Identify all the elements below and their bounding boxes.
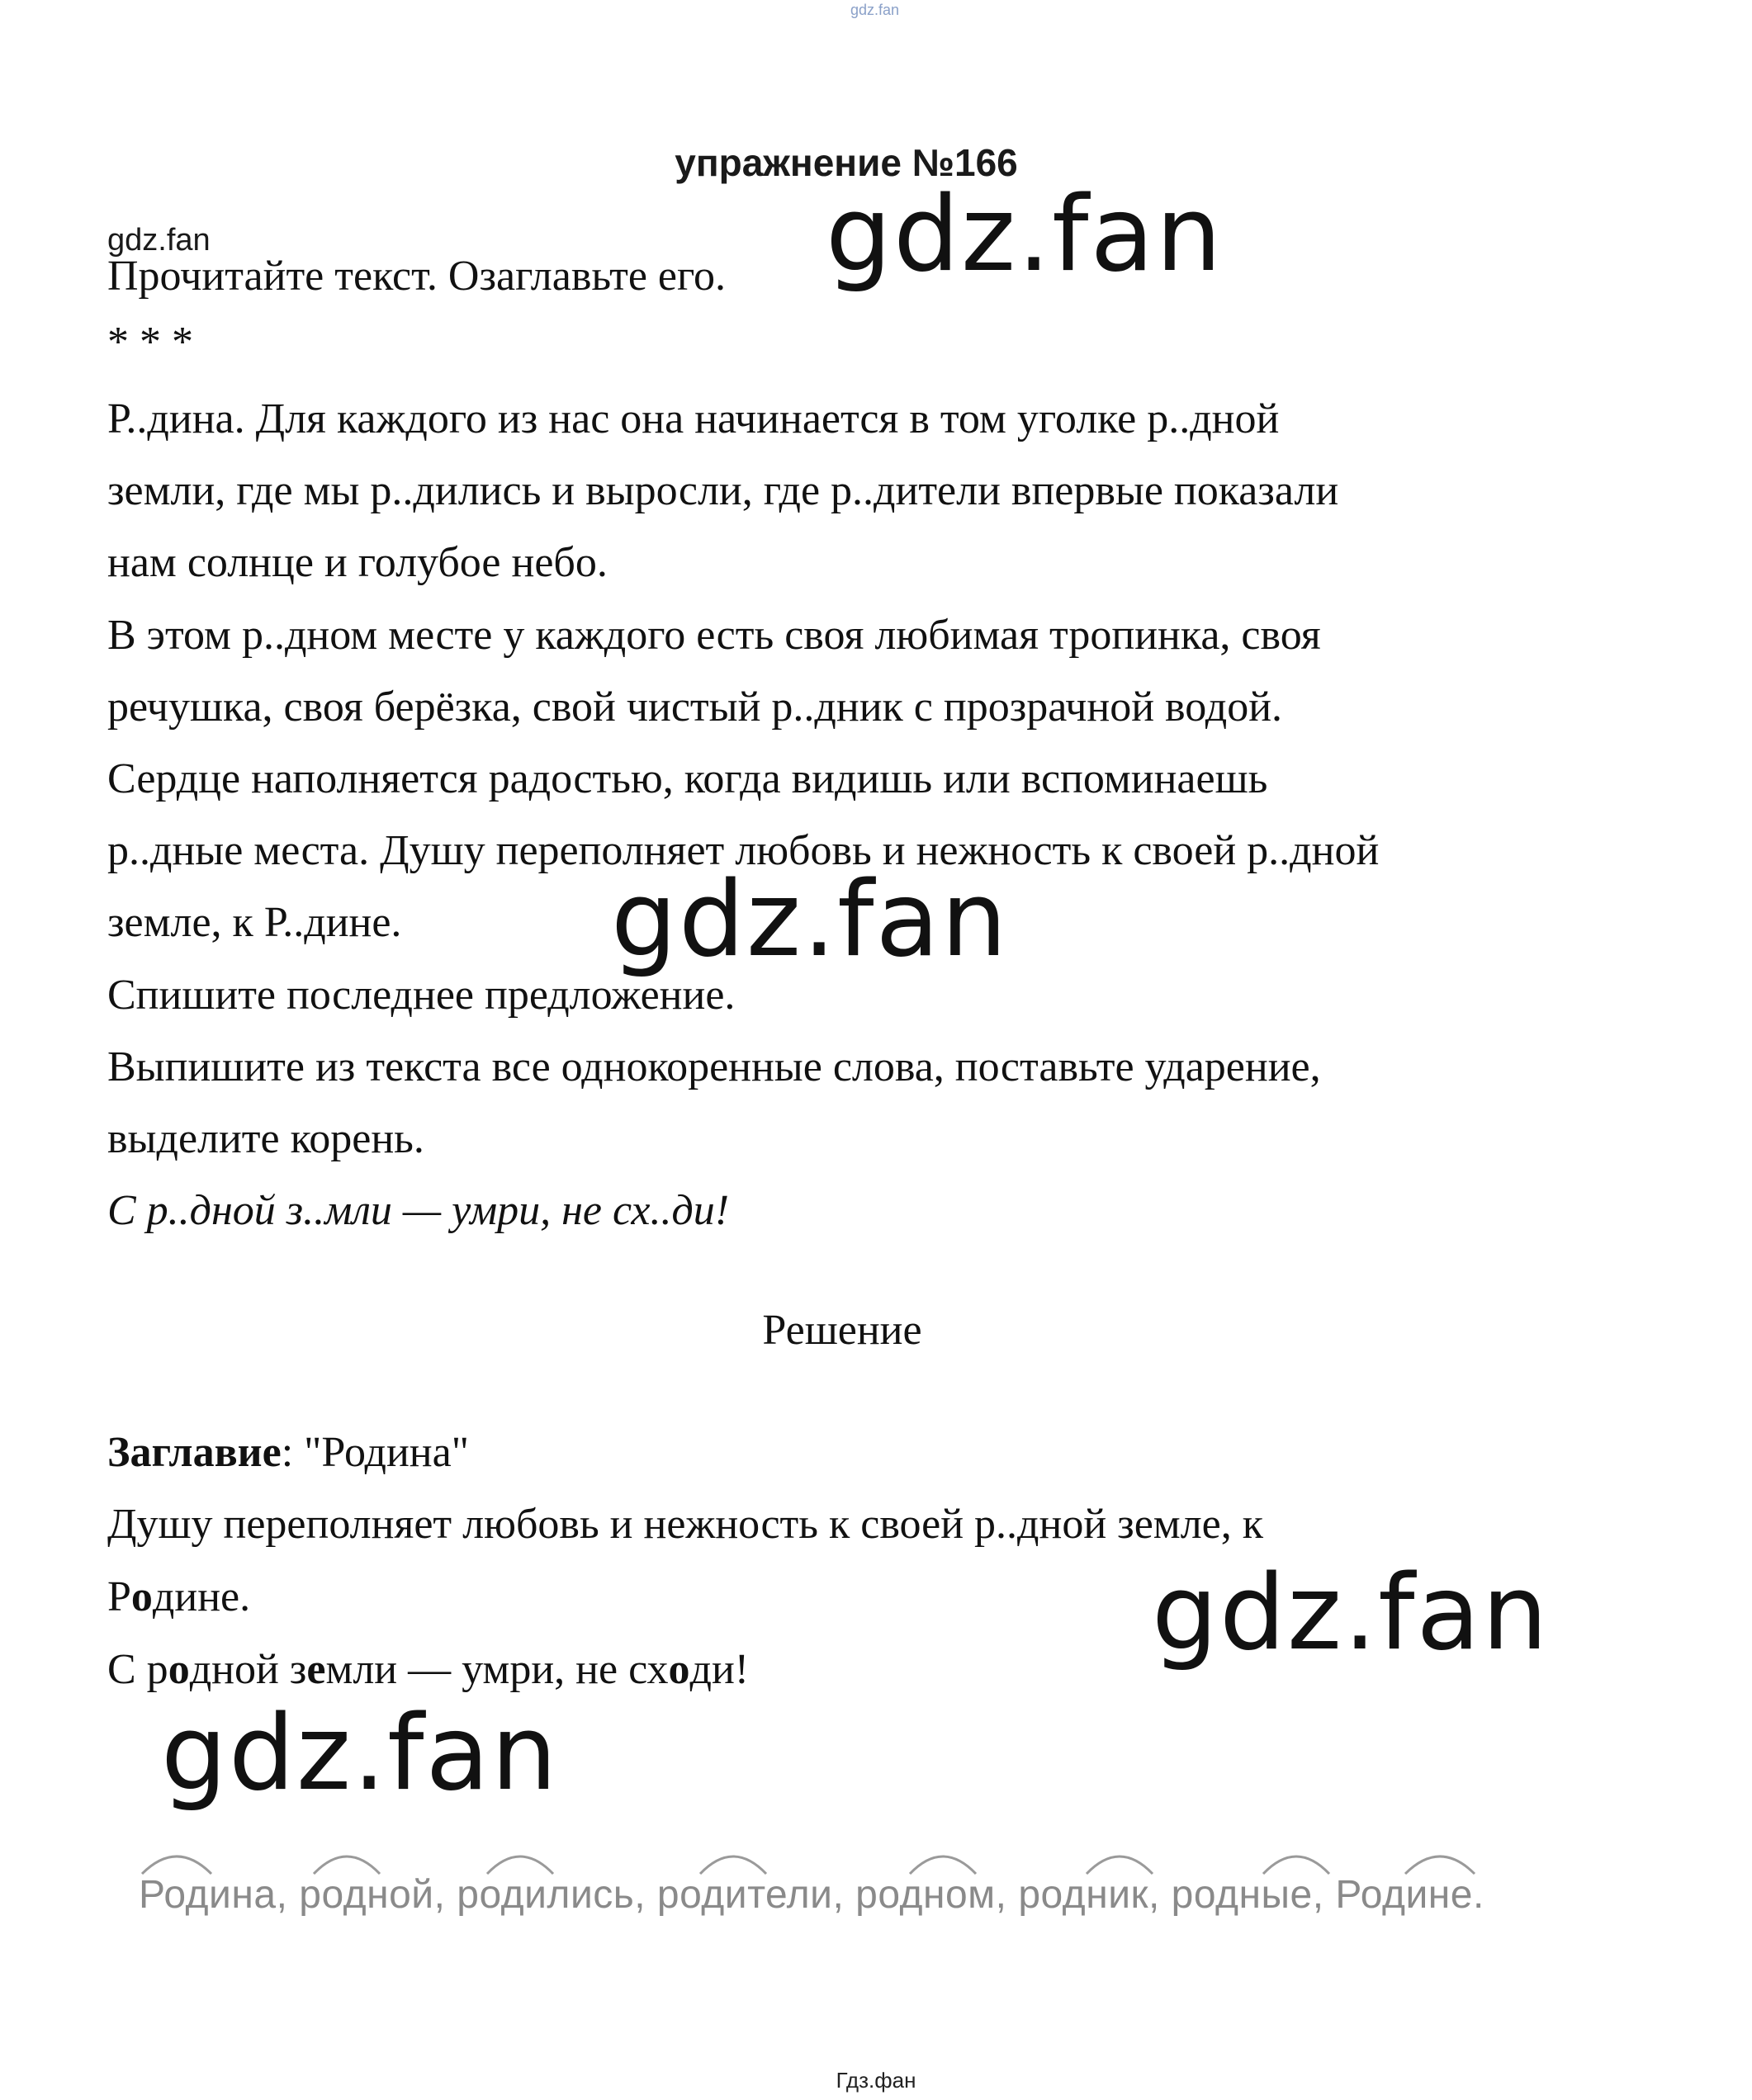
small-watermark-text: gdz.fan [107,223,211,258]
highlighted-vowel: о [668,1646,690,1693]
watermark-1: gdz.fan [826,173,1224,295]
top-watermark-text: gdz.fan [850,2,900,18]
footer-text: Гдз.фан [836,2068,916,2093]
text-line-6: Сердце наполняется радостью, когда видишь или вспоминаешь [107,755,1268,802]
root-arc-3 [487,1856,553,1874]
text-line-3: нам солнце и голубое небо. [107,539,608,586]
text-fragment: дной з [189,1646,307,1693]
watermark-3: gdz.fan [1152,1552,1550,1673]
root-arc-8 [1405,1856,1475,1874]
exercise-title: упражнение №166 [675,141,1018,184]
root-arc-7 [1263,1856,1329,1874]
highlighted-vowel: о [168,1646,190,1693]
task-proverb: С р..дной з..мли — умри, не сх..ди! [107,1187,730,1234]
highlighted-vowel: о [130,1573,153,1620]
text-line-7: р..дные места. Душу переполняет любовь и нежность к своей р..дной [107,827,1380,874]
watermark-2: gdz.fan [611,858,1009,980]
root-words-line: Родина, родной, родились, родители, родном, родник, родные, Родине. [139,1873,1484,1917]
text-fragment: дине. [152,1573,251,1620]
solution-title-label: Заглавие [107,1429,282,1476]
root-arc-1 [142,1856,211,1874]
text-line-5: речушка, своя берёзка, свой чистый р..дник с прозрачной водой. [107,683,1283,731]
watermark-4: gdz.fan [161,1692,559,1814]
root-arc-5 [910,1856,976,1874]
text-line-10: Выпишите из текста все однокоренные слова, поставьте ударение, [107,1043,1321,1090]
text-fragment: мли — умри, не сх [325,1646,669,1693]
root-arc-4 [700,1856,766,1874]
solution-title-value: : "Родина" [281,1429,469,1476]
text-line-1: Р..дина. Для каждого из нас она начинается в том уголке р..дной [107,395,1280,442]
text-line-11: выделите корень. [107,1115,424,1162]
solution-heading: Решение [762,1307,922,1354]
task-instruction: Прочитайте текст. Озаглавьте его. [107,253,727,300]
stars-separator: * * * [107,319,193,366]
root-arc-2 [314,1856,380,1874]
root-arc-6 [1087,1856,1153,1874]
text-fragment: Р [107,1573,131,1620]
text-fragment: ди! [689,1646,750,1693]
text-line-2: земли, где мы р..дились и выросли, где р..дители впервые показали [107,467,1339,514]
solution-sentence-line-1: Душу переполняет любовь и нежность к своей р..дной земле, к [107,1501,1263,1548]
text-line-8: земле, к Р..дине. [107,899,402,946]
text-fragment: С р [107,1646,168,1693]
text-line-9: Спишите последнее предложение. [107,972,736,1019]
highlighted-vowel: е [306,1646,326,1693]
text-line-4: В этом р..дном месте у каждого есть своя любимая тропинка, своя [107,612,1321,659]
